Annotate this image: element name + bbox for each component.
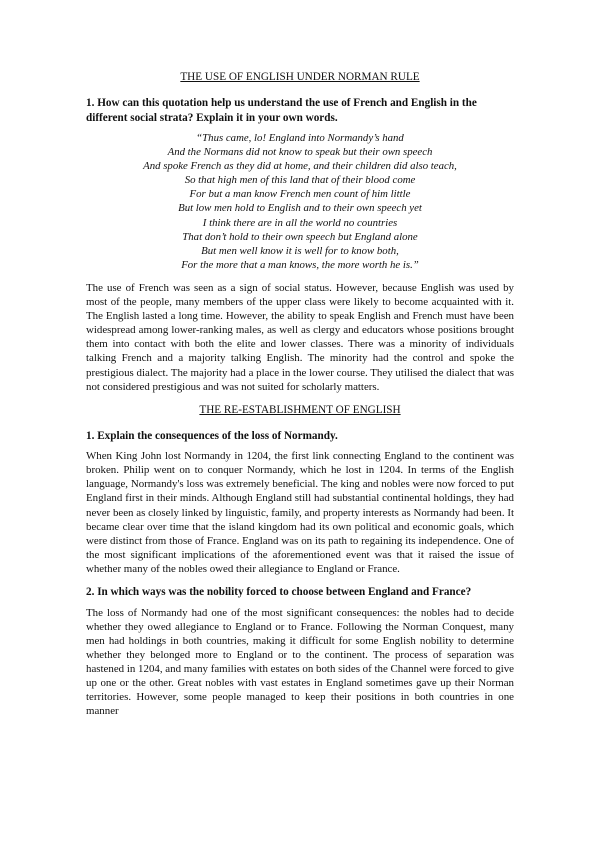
answer-3-paragraph: The loss of Normandy had one of the most significant consequences: the nobles had to decide whether they owed allegiance to England or to France. Following the Norman Conquest, many men had holdings in both countries, making it difficult for some English nobility to determine whether they belonged more to England or to the continent. The process of separation was hastened in 1204, and many families with estates on both sides of the Channel were forced to give up one or the other. Great nobles with vast estates in England sometimes gave up their Norman territories. However, some people managed to keep their positions in both countries in one manner — [86, 606, 514, 718]
answer-2-paragraph: When King John lost Normandy in 1204, the first link connecting England to the continent was broken. Philip went on to conquer Normandy, which he lost in 1204. In terms of the English language, Normandy's loss was extremely beneficial. The king and nobles were now forced to put England first in their minds. Although England still had substantial continental holdings, they had never been as closely linked by linguistic, family, and property interests as Normandy had been. It became clear over time that the island kingdom had its own political and economic goals, which were distinct from those of France. England was on its path to regaining its independence. One of the most significant implications of the aforementioned event was that it raised the issue of whether many of the nobles owed their allegiance to England or France. — [86, 450, 514, 575]
poem-line: And the Normans did not know to speak but their own speech — [167, 146, 433, 159]
question-1: 1. How can this quotation help us understand the use of French and English in the different social strata? Explain it in your own words. — [86, 97, 477, 124]
poem-line: “Thus came, lo! England into Normandy’s hand — [196, 132, 404, 144]
poem-line: I think there are in all the world no countries — [202, 216, 398, 229]
answer-1-paragraph: The use of French was seen as a sign of social status. However, because English was used by most of the people, many members of the upper class were likely to become acquainted with it. The English lasted a long time. However, the ability to speak English and French must have been widespread among lower-ranking males, as well as clergy and educators whose positions brought them into contact with both the elite and lower classes. There was a minority of individuals talking French and a majority talking English. The minority had the control and spoke the prestigious dialect. The majority had a place in the lower course. They utilised the dialect that was not considered prestigious and was not suited for scholarly matters. — [86, 281, 514, 393]
poem-line: So that high men of this land that of their blood come — [184, 174, 416, 187]
question-2: 1. Explain the consequences of the loss of Normandy. — [86, 429, 338, 442]
poem-line: But low men hold to English and to their own speech yet — [178, 202, 422, 215]
poem-line: For the more that a man knows, the more worth he is.” — [181, 258, 419, 271]
document-title: THE USE OF ENGLISH UNDER NORMAN RULE — [180, 71, 420, 83]
poem-line: That don’t hold to their own speech but England alone — [182, 230, 418, 243]
section-title: THE RE-ESTABLISHMENT OF ENGLISH — [199, 403, 401, 416]
poem-line: For but a man know French men count of him little — [189, 188, 411, 201]
poem-line: And spoke French as they did at home, and their children did also teach, — [143, 160, 457, 173]
document-page — [86, 70, 514, 727]
quotation-poem — [86, 131, 514, 272]
poem-line: But men well know it is well for to know both, — [201, 244, 399, 257]
question-3: 2. In which ways was the nobility forced to choose between England and France? — [86, 586, 472, 599]
